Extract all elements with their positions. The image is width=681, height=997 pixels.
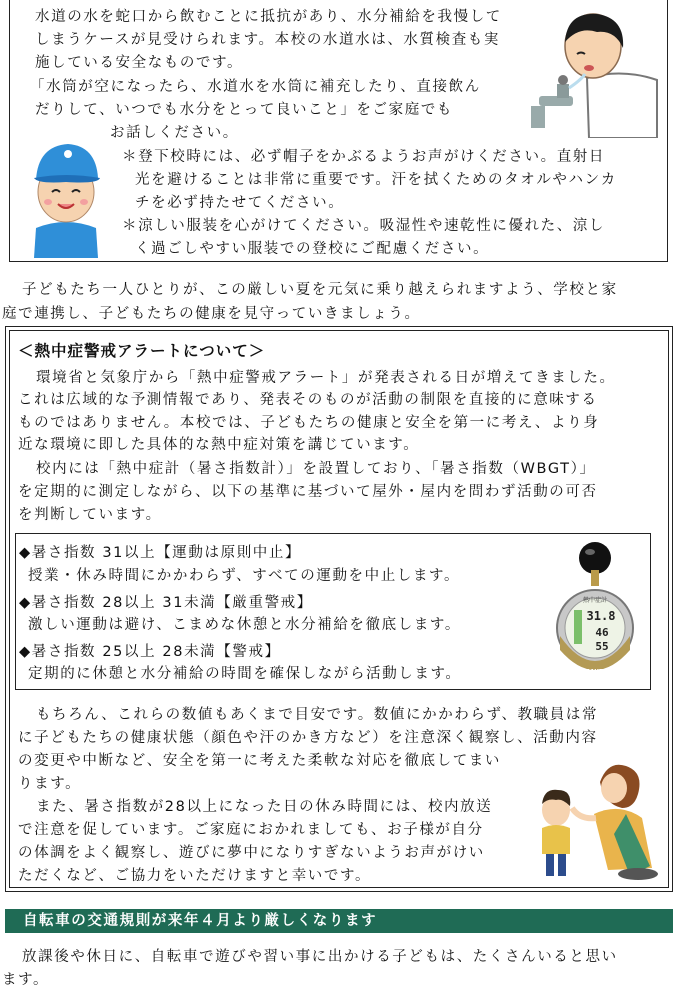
- teacher-checking-child-illustration: [530, 758, 662, 882]
- heat-index-meter-illustration: [554, 540, 636, 682]
- box1-line-11: く過ごしやすい服装での登校にご配慮ください。: [135, 241, 490, 257]
- meter-label: 熱中症計: [582, 597, 608, 604]
- meter-brand: TANITA: [581, 668, 609, 676]
- box1-line-6: お話しください。: [110, 125, 239, 141]
- heat-alert-heading: ＜熱中症警戒アラートについて＞: [18, 342, 266, 360]
- alert-para1-line-5: 校内には「熱中症計（暑さ指数計）」を設置しており、「暑さ指数（WBGT）」: [36, 461, 596, 477]
- alert-para2-line-2: に子どもたちの健康状態（顔色や汗のかき方など）を注意深く観察し、活動内容: [18, 730, 598, 746]
- alert-para2-line-7: の体調をよく観察し、遊びに夢中になりすぎないようお声がけい: [18, 845, 485, 861]
- alert-para1-line-2: これは広域的な予測情報であり、発表そのものが活動の制限を直接的に意味する: [18, 392, 598, 408]
- meter-humidity: 46: [595, 626, 609, 639]
- box1-line-5: だりして、いつでも水分をとって良いこと」をご家庭でも: [35, 102, 454, 118]
- alert-para2-line-3: の変更や中断など、安全を第一に考えた柔軟な対応を徹底してまい: [18, 753, 501, 769]
- box1-line-1: 水道の水を蛇口から飲むことに抵抗があり、水分補給を我慢して: [35, 9, 502, 25]
- alert-para1-line-4: 近な環境に即した具体的な熱中症対策を講じています。: [18, 437, 420, 453]
- criteria-3-title: ◆暑さ指数 25以上 28未満【警戒】: [19, 644, 281, 660]
- intro-line-1: 子どもたち一人ひとりが、この厳しい夏を元気に乗り越えられますよう、学校と家: [22, 282, 618, 298]
- meter-temp: 31.8: [586, 609, 616, 623]
- box1-line-10: ＊涼しい服装を心がけてください。吸湿性や速乾性に優れた、涼し: [122, 218, 605, 234]
- alert-para1-line-7: を判断しています。: [18, 507, 162, 523]
- criteria-1-desc: 授業・休み時間にかかわらず、すべての運動を中止します。: [28, 568, 461, 584]
- box1-line-2: しまうケースが見受けられます。本校の水道水は、水質検査も実: [35, 32, 501, 48]
- alert-para2-line-4: ります。: [18, 776, 82, 792]
- criteria-2-title: ◆暑さ指数 28以上 31未満【厳重警戒】: [19, 595, 313, 611]
- meter-wbgt: 55: [595, 640, 609, 653]
- box1-line-3: 施している安全なものです。: [35, 55, 244, 71]
- box1-line-4: 「水筒が空になったら、水道水を水筒に補充したり、直接飲ん: [30, 79, 481, 95]
- box1-line-7: ＊登下校時には、必ず帽子をかぶるようお声がけください。直射日: [122, 149, 605, 165]
- bicycle-line-2: ます。: [2, 972, 50, 988]
- boy-with-cap-illustration: [28, 132, 104, 258]
- criteria-3-desc: 定期的に休憩と水分補給の時間を確保しながら活動します。: [28, 666, 462, 682]
- intro-line-2: 庭で連携し、子どもたちの健康を見守っていきましょう。: [2, 306, 421, 322]
- box1-line-8: 光を避けることは非常に重要です。汗を拭くためのタオルやハンカ: [135, 172, 617, 188]
- alert-para2-line-8: ただくなど、ご協力をいただけますと幸いです。: [18, 868, 372, 884]
- criteria-1-title: ◆暑さ指数 31以上【運動は原則中止】: [19, 545, 302, 561]
- drinking-faucet-illustration: [527, 8, 659, 138]
- alert-para1-line-1: 環境省と気象庁から「熱中症警戒アラート」が発表される日が増えてきました。: [36, 370, 616, 386]
- alert-para1-line-6: を定期的に測定しながら、以下の基準に基づいて屋外・屋内を問わず活動の可否: [18, 484, 598, 500]
- criteria-2-desc: 激しい運動は避け、こまめな休憩と水分補給を徹底します。: [28, 617, 461, 633]
- alert-para2-line-6: で注意を促しています。ご家庭におかれましても、お子様が自分: [18, 822, 484, 838]
- bicycle-rules-banner: 自転車の交通規則が来年４月より厳しくなります: [5, 909, 673, 933]
- alert-para1-line-3: ものではありません。本校では、子どもたちの健康と安全を第一に考え、より身: [18, 415, 600, 431]
- bicycle-line-1: 放課後や休日に、自転車で遊びや習い事に出かける子どもは、たくさんいると思い: [22, 949, 618, 965]
- box1-line-9: チを必ず持たせてください。: [135, 195, 345, 211]
- alert-para2-line-5: また、暑さ指数が28以上になった日の休み時間には、校内放送: [36, 799, 493, 815]
- alert-para2-line-1: もちろん、これらの数値もあくまで目安です。数値にかかわらず、教職員は常: [36, 707, 599, 723]
